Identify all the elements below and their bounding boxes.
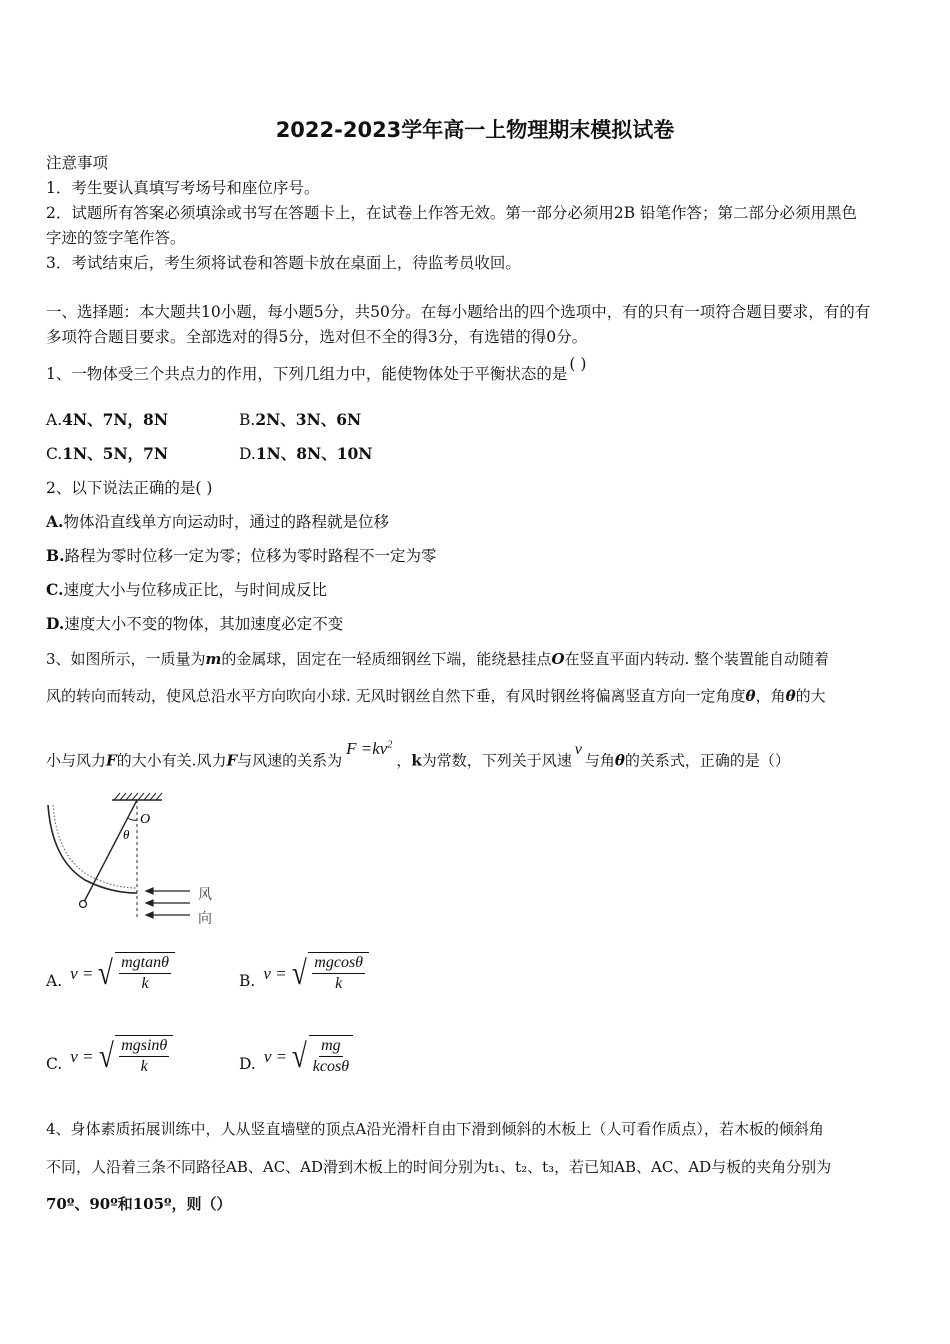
notice-item: 3．考试结束后，考生须将试卷和答题卡放在桌面上，待监考员收回。: [46, 254, 521, 272]
question-4-stem-line3: 70º、90º和105º，则（）: [46, 1195, 232, 1213]
q1-option-a: A.4N、7N，8N: [46, 410, 168, 429]
label-direction: 向: [198, 911, 212, 927]
label-theta: θ: [123, 827, 130, 842]
wind-force-formula: $F =kv^2$: [346, 738, 393, 758]
q3-option-d: D. v = √ $\frac{mg}{kcos\theta}$: [239, 1035, 353, 1079]
notice-item: 2．试题所有答案必须填涂或书写在答题卡上，在试卷上作答无效。第一部分必须用2B 铅笔作答；第二部分必须用黑色: [46, 204, 858, 222]
q1-option-d: D.1N、8N、10N: [239, 444, 373, 463]
question-1-stem: [46, 355, 587, 384]
pendulum-wind-figure: [40, 790, 230, 935]
q2-option-b: B.路程为零时位移一定为零；位移为零时路程不一定为零: [46, 546, 437, 565]
q3-option-a: A. v = √ $\frac{mgtan\theta}{k}$: [46, 952, 175, 996]
q2-option-a: A.物体沿直线单方向运动时，通过的路程就是位移: [46, 512, 389, 531]
q2-option-c: C.速度大小与位移成正比，与时间成反比: [46, 580, 327, 599]
label-O: O: [140, 812, 151, 827]
answer-paren: ( ): [569, 355, 587, 373]
q2-option-d: D.速度大小不变的物体，其加速度必定不变: [46, 614, 344, 633]
question-2-stem: 2、以下说法正确的是( ): [46, 479, 213, 497]
notice-heading: 注意事项: [46, 154, 109, 172]
section-instructions: 一、选择题：本大题共10小题，每小题5分，共50分。在每小题给出的四个选项中，有的只有一项符合题目要求，有的有: [46, 303, 871, 321]
notice-item: 字迹的签字笔作答。: [46, 229, 186, 247]
section-instructions: 多项符合题目要求。全部选对的得5分，选对但不全的得3分，有选错的得0分。: [46, 328, 588, 346]
question-3-stem-line3: 小与风力F的大小有关.风力F与风速的关系为$F =kv^2$，k为常数，下列关于风速v与角θ的关系式，正确的是（）: [46, 738, 790, 770]
question-3-stem-line2: 风的转向而转动，使风总沿水平方向吹向小球. 无风时钢丝自然下垂，有风时钢丝将偏离竖直方向一定角度θ，角θ的大: [46, 687, 826, 705]
notice-item: 1．考生要认真填写考场号和座位序号。: [46, 179, 320, 197]
question-stem-text: 1、一物体受三个共点力的作用，下列几组力中，能使物体处于平衡状态的是: [46, 365, 568, 383]
label-wind: 风: [198, 887, 212, 903]
question-4-stem-line2: 不同，人沿着三条不同路径AB、AC、AD滑到木板上的时间分别为t₁、t₂、t₃，若已知AB、AC、AD与板的夹角分别为: [46, 1158, 832, 1176]
q3-option-c: C. v = √ $\frac{mgsin\theta}{k}$: [46, 1035, 173, 1079]
page-title: 2022-2023学年高一上物理期末模拟试卷: [275, 118, 675, 142]
question-4-stem-line1: 4、身体素质拓展训练中，人从竖直墙壁的顶点A沿光滑杆自由下滑到倾斜的木板上（人可看作质点），若木板的倾斜角: [46, 1120, 824, 1138]
q1-option-b: B.2N、3N、6N: [239, 410, 362, 429]
q3-option-b: B. v = √ $\frac{mgcos\theta}{k}$: [239, 952, 369, 996]
question-3-stem-line1: 3、如图所示，一质量为m的金属球，固定在一轻质细钢丝下端，能绕悬挂点O在竖直平面内转动. 整个装置能自动随着: [46, 650, 830, 668]
q1-option-c: C.1N、5N，7N: [46, 444, 169, 463]
